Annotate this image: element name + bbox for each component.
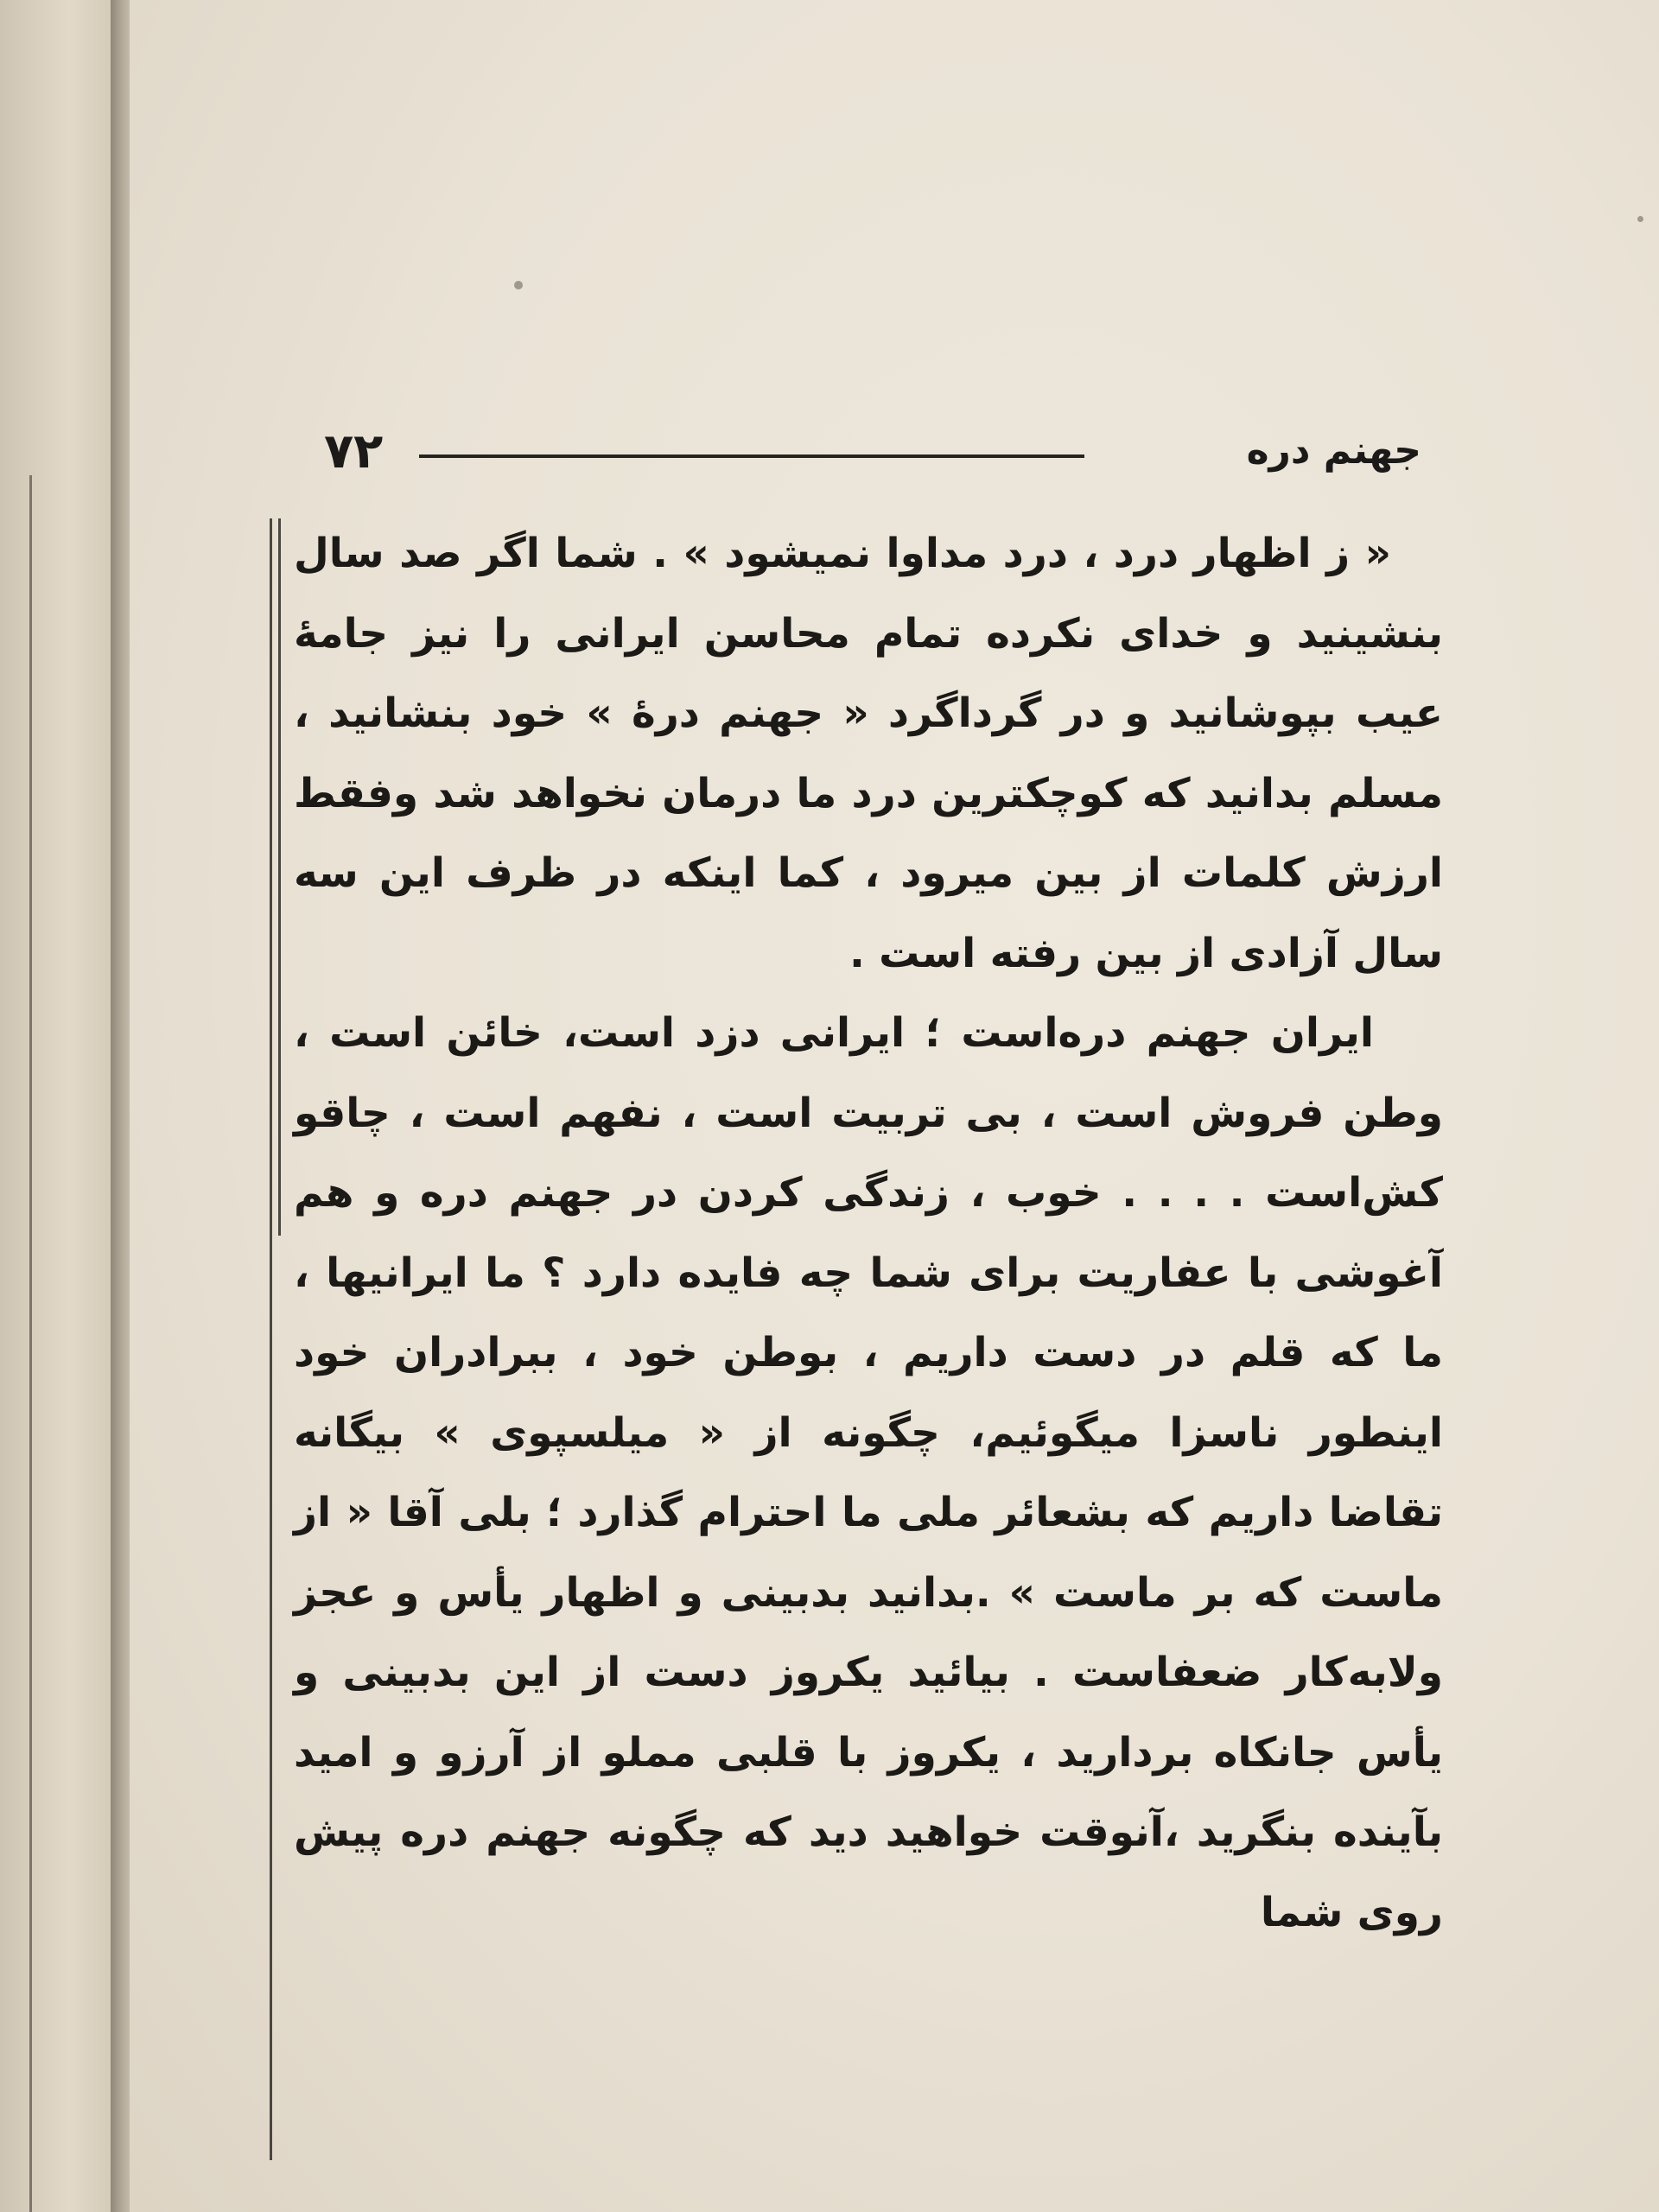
header-rule bbox=[419, 454, 1084, 458]
facing-page bbox=[0, 0, 117, 2212]
page-header bbox=[324, 423, 1421, 493]
paper-speck bbox=[1637, 216, 1643, 222]
paragraph-1: « ز اظهار درد ، درد مداوا نمیشود » . شما اگر صد سال بنشینید و خدای نکرده تمام محاسن ایرانی را نیز جامهٔ عیب بپوشانید و در گرداگرد « جهنم درهٔ » خود بنشانید ، مسلم بدانید که کوچکترین درد ما درمان نخواهد شد وفقط ارزش کلمات از بین میرود ، کما اینکه در ظرف این سه سال آزادی از بین رفته است . bbox=[294, 530, 1443, 977]
text-margin-line bbox=[270, 518, 272, 2160]
paper-speck bbox=[514, 281, 523, 289]
paragraph-2: ایران جهنم دره‌است ؛ ایرانی دزد است، خائن است ، وطن فروش است ، بی تربیت است ، نفهم است ، چاقو کش‌است . . . . خوب ، زندگی کردن در جهنم دره و هم آغوشی با عفاریت برای شما چه فایده دارد ؟ ما ایرانیها ، ما که قلم در دست داریم ، بوطن خود ، ببرادران خود اینطور ناسزا میگوئیم، چگونه از « میلسپوی » بیگانه تقاضا داریم که بشعائر ملی ما احترام گذارد ؛ بلی آقا « از ماست که بر ماست » .بدانید بدبینی و اظهار یأس و عجز ولابه‌کار ضعفاست . بیائید یکروز دست از این بدبینی و یأس جانکاه بردارید ، یکروز با قلبی مملو از آرزو و امید بآینده بنگرید ،آنوقت خواهید دید که چگونه جهنم دره پیش روی شما bbox=[294, 1009, 1443, 1936]
page-number: ۷۲ bbox=[324, 423, 384, 480]
text-margin-line-inner bbox=[278, 518, 281, 1236]
facing-page-margin-rule bbox=[29, 475, 32, 2212]
running-title: جهنم دره bbox=[1246, 429, 1421, 473]
book-page bbox=[130, 0, 1659, 2212]
body-text bbox=[294, 514, 1443, 1953]
